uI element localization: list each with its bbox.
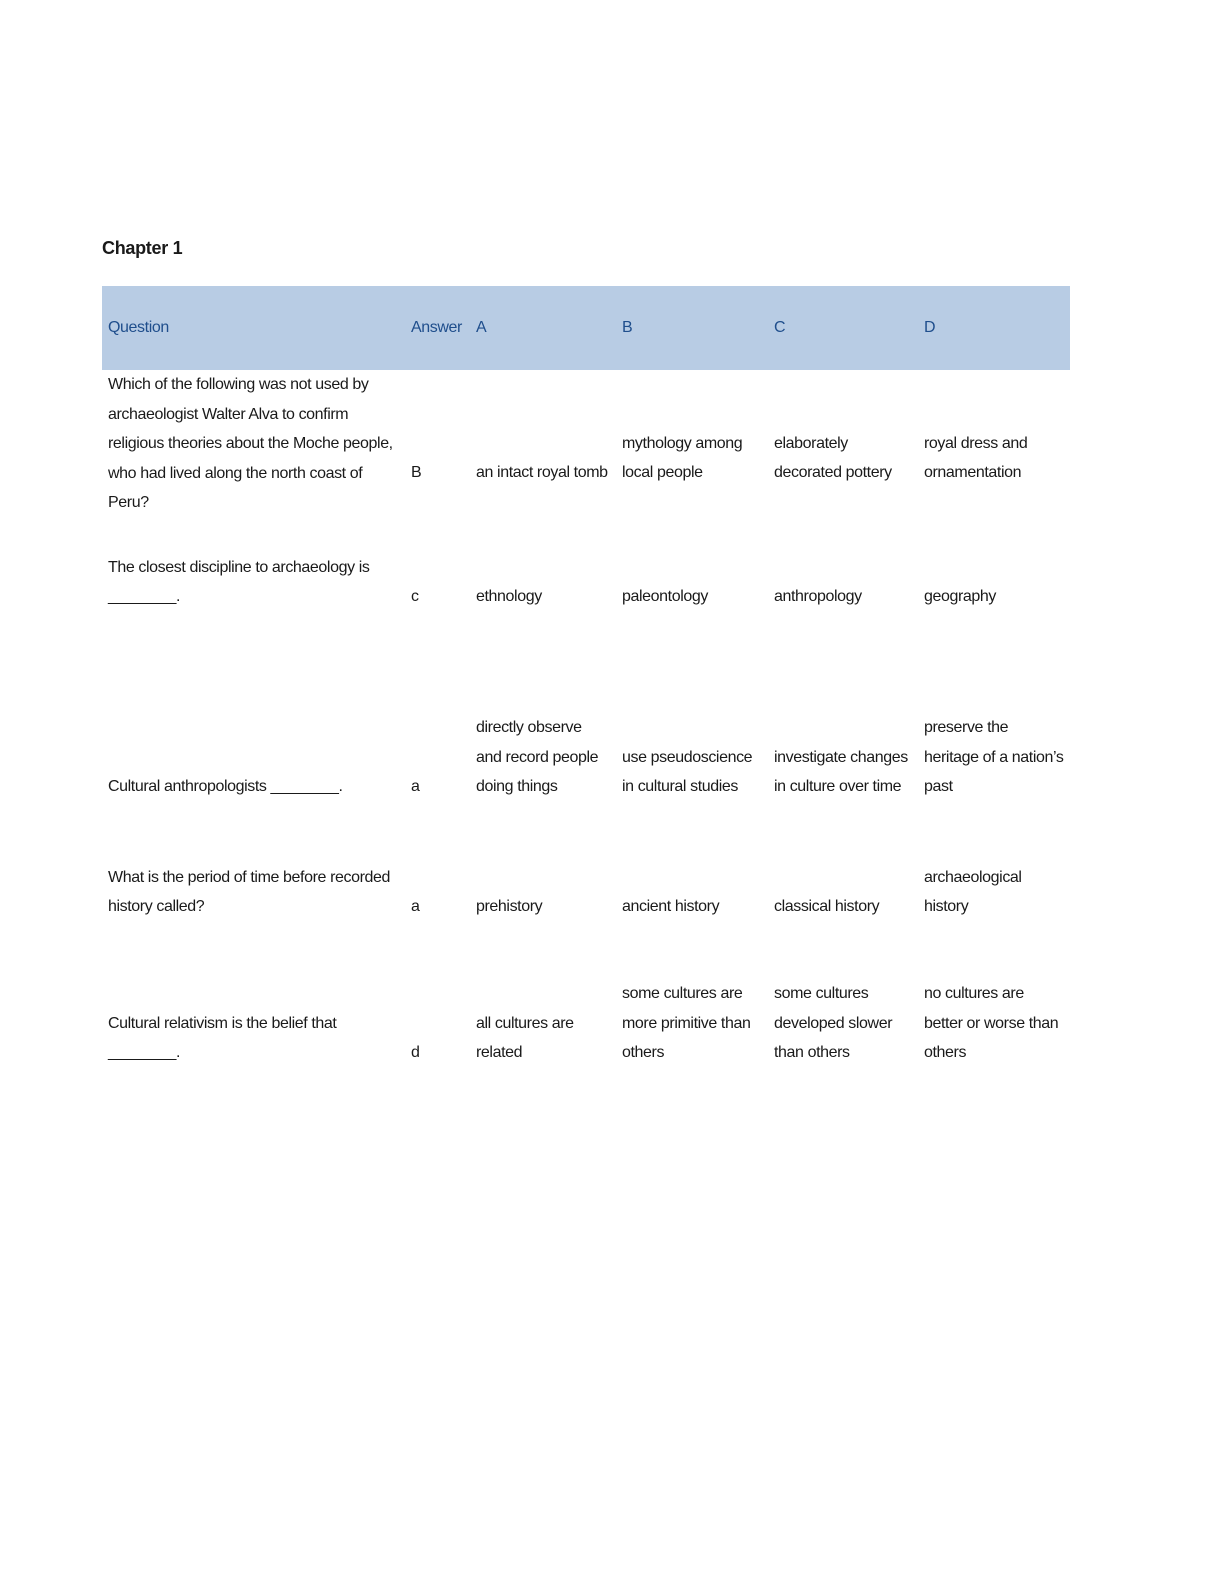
answer-cell: a (411, 898, 420, 915)
option-d-cell: no cultures are better or worse than others (924, 985, 1059, 1061)
table-row (102, 370, 1070, 518)
option-d-cell: preserve the heritage of a nation’s past (924, 719, 1064, 795)
option-a-cell: ethnology (476, 588, 542, 605)
question-cell: The closest discipline to archaeology is ________. (108, 558, 370, 605)
question-cell: Which of the following was not used by archaeologist Walter Alva to confirm religious theories about the Moche people, who had lived along the north coast of Peru? (108, 376, 393, 511)
quiz-table (102, 286, 1070, 1074)
table-row (102, 518, 1070, 618)
option-c-cell: anthropology (774, 588, 862, 605)
option-c-cell: elaborately decorated pottery (774, 434, 892, 481)
table-row (102, 618, 1070, 808)
option-c-cell: classical history (774, 898, 880, 915)
option-d-cell: royal dress and ornamentation (924, 434, 1028, 481)
option-a-cell: directly observe and record people doing things (476, 719, 599, 795)
table-row (102, 928, 1070, 1074)
answer-cell: B (411, 464, 422, 481)
option-b-cell: some cultures are more primitive than others (622, 985, 751, 1061)
table-header-row (102, 286, 1070, 370)
chapter-title: Chapter 1 (102, 238, 183, 258)
header-option-b: B (622, 319, 633, 337)
option-b-cell: paleontology (622, 588, 708, 605)
option-a-cell: all cultures are related (476, 1014, 574, 1061)
option-d-cell: geography (924, 588, 997, 605)
answer-cell: c (411, 588, 419, 605)
header-option-c: C (774, 319, 786, 337)
option-b-cell: ancient history (622, 898, 720, 915)
option-c-cell: some cultures developed slower than others (774, 985, 893, 1061)
header-question: Question (108, 319, 169, 337)
header-answer: Answer (411, 319, 462, 337)
question-cell: What is the period of time before recorded history called? (108, 868, 391, 915)
question-cell: Cultural anthropologists ________. (108, 778, 343, 795)
option-b-cell: use pseudoscience in cultural studies (622, 748, 753, 795)
option-a-cell: prehistory (476, 898, 543, 915)
question-cell: Cultural relativism is the belief that ________. (108, 1014, 337, 1061)
option-a-cell: an intact royal tomb (476, 464, 608, 481)
option-d-cell: archaeological history (924, 868, 1022, 915)
table-row (102, 808, 1070, 928)
answer-cell: d (411, 1044, 420, 1061)
header-option-a: A (476, 319, 487, 337)
option-b-cell: mythology among local people (622, 434, 743, 481)
answer-cell: a (411, 778, 420, 795)
header-option-d: D (924, 319, 936, 337)
option-c-cell: investigate changes in culture over time (774, 748, 908, 795)
